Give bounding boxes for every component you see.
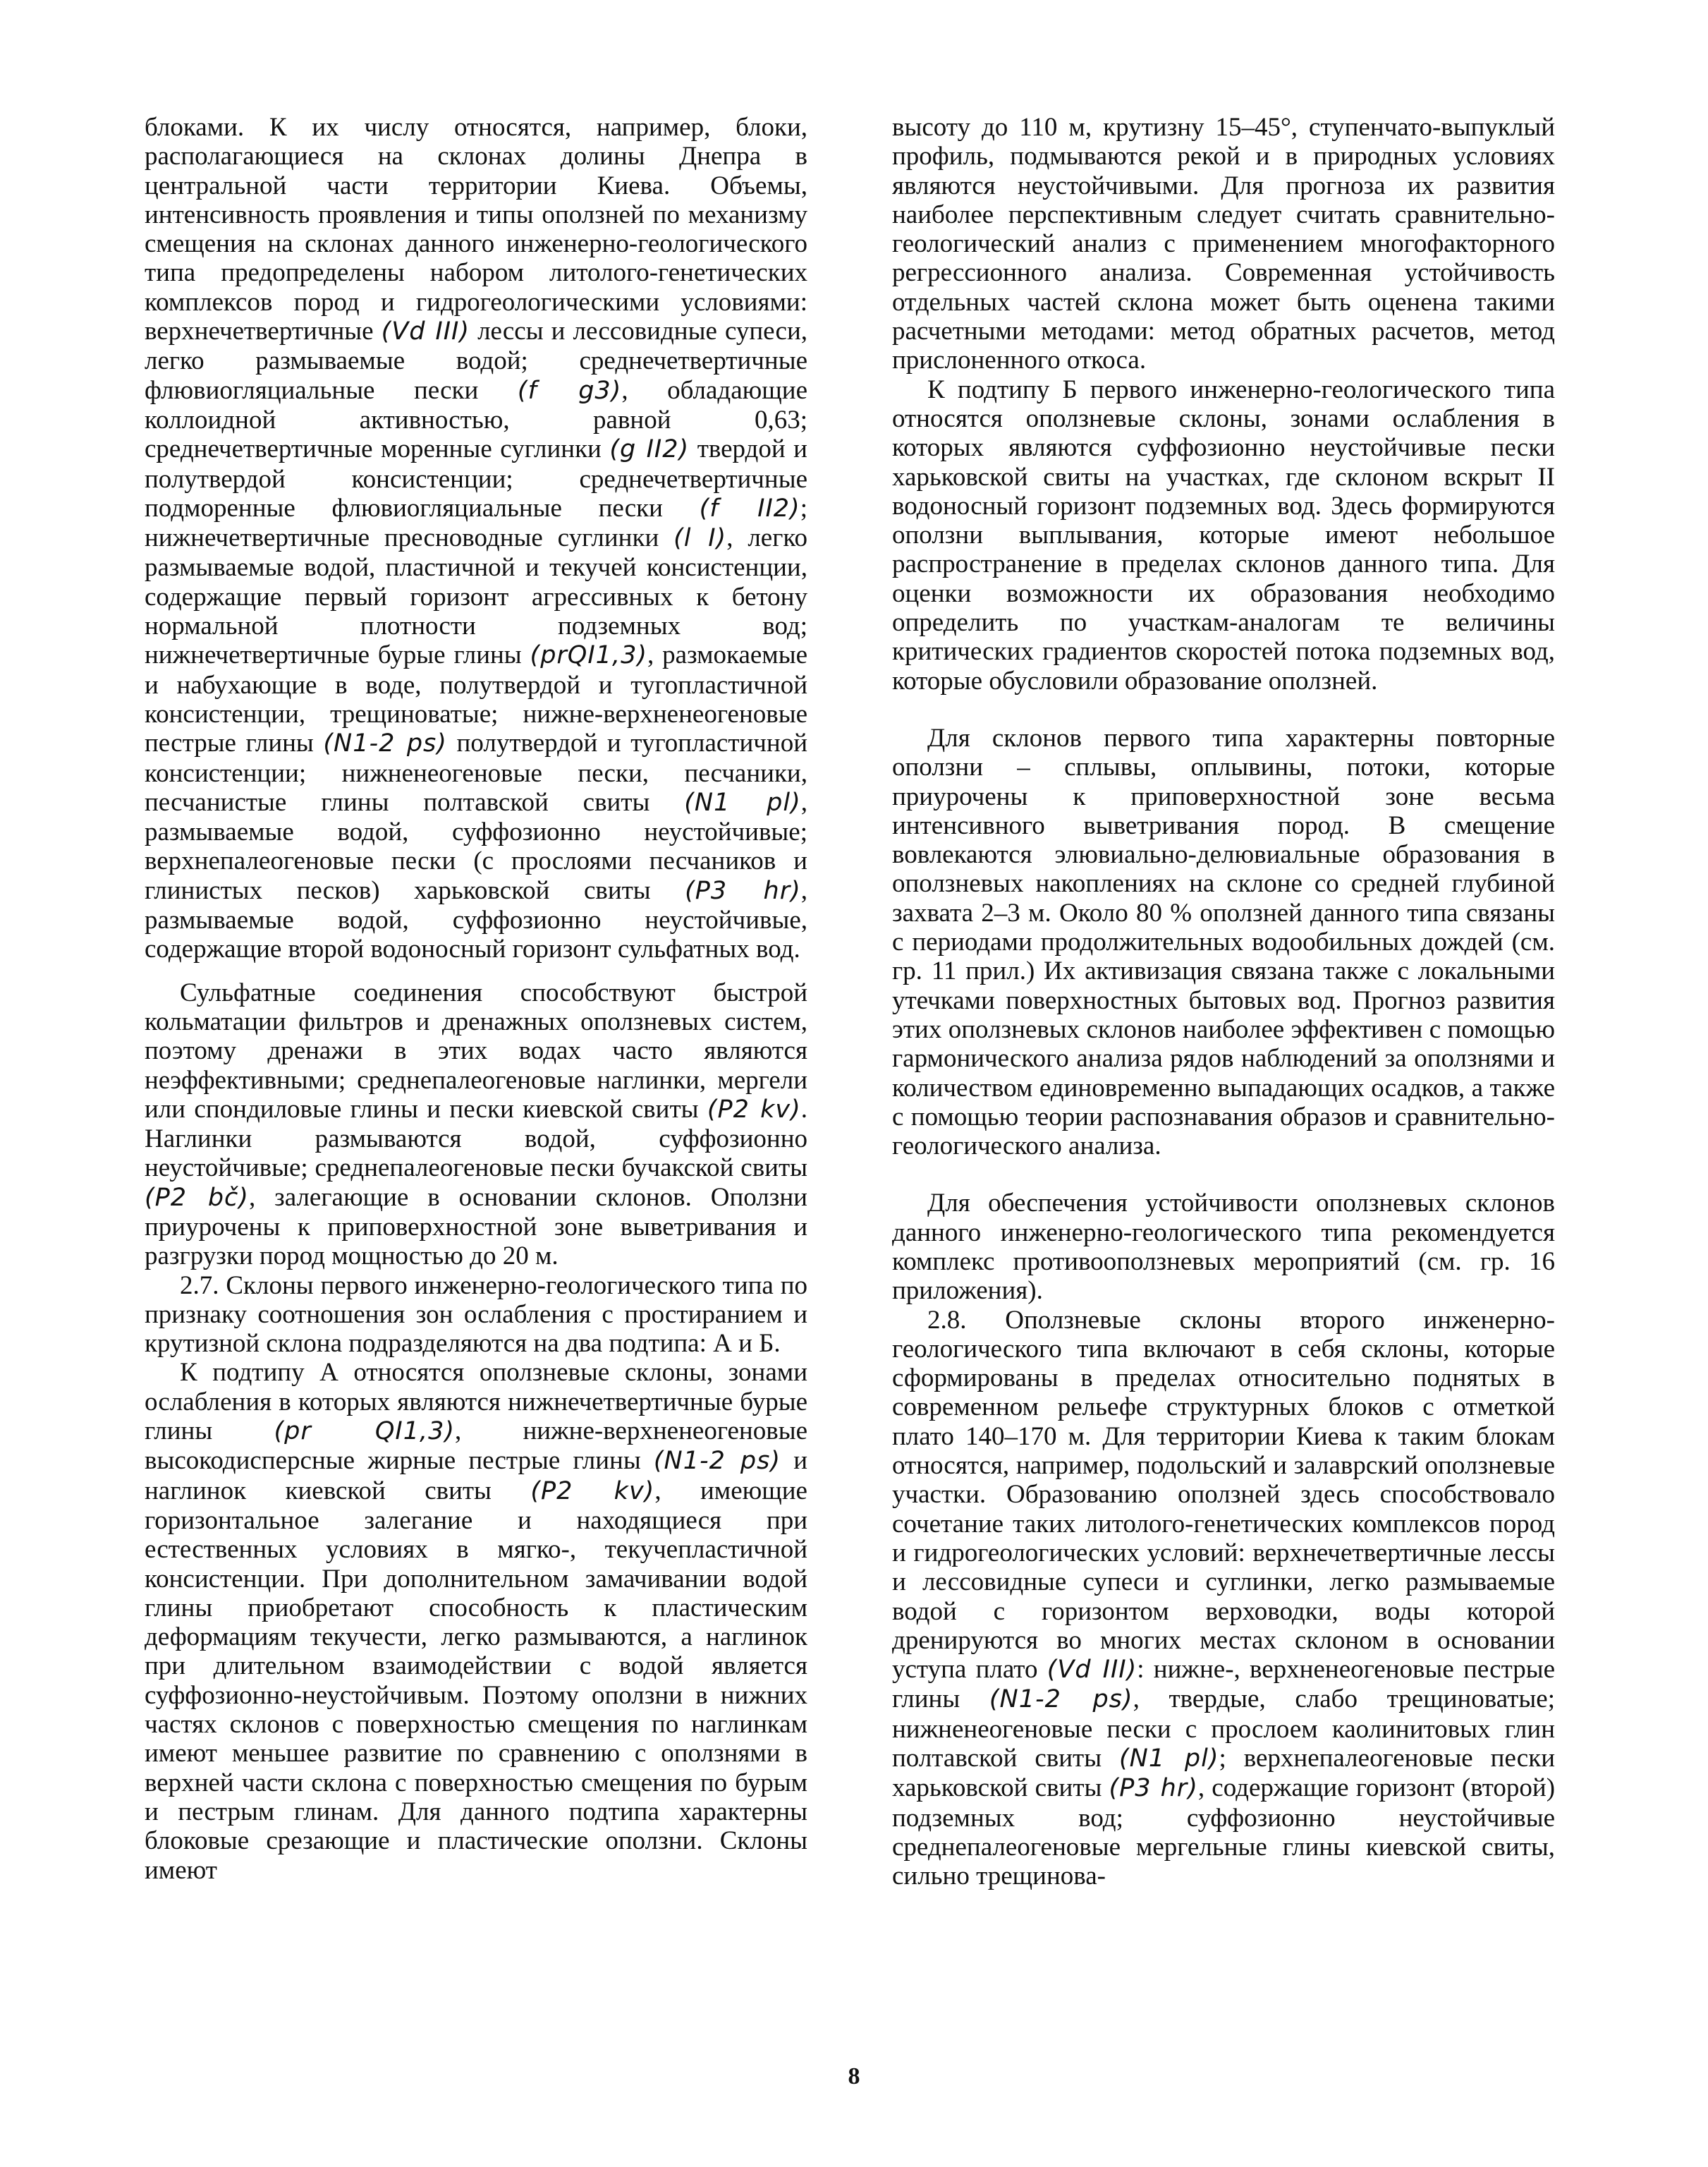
formula: (N1-2 ps): [653, 1447, 781, 1476]
formula: (N1 pl): [684, 788, 801, 817]
paragraph-type1-landslides: Для склонов первого типа характерны повторные оползни – сплывы, оплывины, потоки, которые приурочены к приповерхностной зоне весьма интенсивного выветривания пород. В смещение вовлекаются элювиально-делювиальные образования в оползневых накоплениях на склоне со средней глубиной захвата 2–3 м. Около 80 % оползней данного типа связаны с периодами продолжительных водообильных дождей (см. гр. 11 прил.) Их активизация связана также с локальными утечками поверхностных бытовых вод. Прогноз развития этих оползневых склонов наиболее эффективен с помощью гармонического анализа рядов наблюдений за оползнями и количеством единовременно выпадающих осадков, а также с помощью теории распознавания образов и сравнительно-геологического анализа.: [892, 723, 1555, 1161]
formula: (P2 kv): [707, 1095, 801, 1124]
formula: (pr QI1,3): [274, 1417, 456, 1446]
formula: (P3 hr): [1109, 1774, 1198, 1803]
formula: (N1 pl): [1119, 1744, 1219, 1773]
left-column: [145, 113, 807, 1885]
page-number: 8: [848, 2063, 860, 2089]
formula: (g II2): [609, 435, 690, 464]
formula: (P2 bč): [145, 1183, 249, 1212]
paragraph-stability-measures: Для обеспечения устойчивости оползневых склонов данного инженерно-геологического типа рекомендуется комплекс противооползневых мероприятий (см. гр. 16 приложения).: [892, 1189, 1555, 1306]
section-2-8: 2.8. Оползневые склоны второго инженерно-геологического типа включают в себя склоны, которые сформированы в пределах относительно поднятых в современном рельефе структурных блоков с отметкой плато 140–170 м. Для территории Киева к таким блокам относятся, например, подольский и залаврский оползневые участки. Образованию оползней здесь способствовало сочетание таких литолого-генетических комплексов пород и гидрогеологических условий: верхнечетвертичные лессы и лессовидные супеси и суглинки, легко размываемые водой с горизонтом верховодки, воды которой дренируются во многих местах склоном в основании уступа плато (Vd III): нижне-, верхненеогеновые пестрые глины (N1-2 ps), твердые, слабо трещиноватые; нижненеогеновые пески с прослоем каолинитовых глин полтавской свиты (N1 pl); верхнепалеогеновые пески харьковской свиты (P3 hr), содержащие горизонт (второй) подземных вод; суффозионно неустойчивые среднепалеогеновые мергельные глины киевской свиты, сильно трещинова-: [892, 1305, 1556, 1891]
formula: (f g3): [517, 376, 622, 405]
formula: (P2 kv): [530, 1476, 655, 1505]
paragraph-subtype-b: К подтипу Б первого инженерно-геологического типа относятся оползневые склоны, зонами ослабления в которых являются суффозионно неустойчивые пески харьковской свиты на участках, где склоном вскрыт II водоносный горизонт подземных вод. Здесь формируются оползни выплывания, которые имеют небольшое распространение в пределах склонов данного типа. Для оценки возможности их образования необходимо определить по участкам-аналогам те величины критических градиентов скоростей потока подземных вод, которые обусловили образование оползней.: [892, 375, 1555, 696]
paragraph-2: Сульфатные соединения способствуют быстрой кольматации фильтров и дренажных оползневых систем, поэтому дренажи в этих водах часто являются неэффективными; среднепалеогеновые наглинки, мергели или спондиловые глины и пески киевской свиты (P2 kv). Наглинки размываются водой, суффозионно неустойчивые; среднепалеогеновые пески бучакской свиты (P2 bč), залегающие в основании склонов. Оползни приурочены к приповерхностной зоне выветривания и разгрузки пород мощностью до 20 м.: [145, 978, 807, 1271]
formula: (Vd III): [381, 317, 470, 346]
paragraph-1: блоками. К их числу относятся, например, блоки, располагающиеся на склонах долины Днепра в центральной части территории Киева. Объемы, интенсивность проявления и типы оползней по механизму смещения на склонах данного инженерно-геологического типа предопределены набором литолого-генетических комплексов пород и гидрогеологическими условиями: верхнечетвертичные (Vd III) лессы и лессовидные супеси, легко размываемые водой; среднечетвертичные флювиогляциальные пески (f g3), обладающие коллоидной активностью, равной 0,63; среднечетвертичные моренные суглинки (g II2) твердой и полутвердой консистенции; среднечетвертичные подморенные флювиогляциальные пески (f II2); нижнечетвертичные пресноводные суглинки (l I), легко размываемые водой, пластичной и текучей консистенции, содержащие первый горизонт агрессивных к бетону нормальной плотности подземных вод; нижнечетвертичные бурые глины (prQI1,3), размокаемые и набухающие в воде, полутвердой и тугопластичной консистенции, трещиноватые; нижне-верхненеогеновые пестрые глины (N1-2 ps) полутвердой и тугопластичной консистенции; нижненеогеновые пески, песчаники, песчанистые глины полтавской свиты (N1 pl), размываемые водой, суффозионно неустойчивые; верхнепалеогеновые пески (с прослоями песчаников и глинистых песков) харьковской свиты (P3 hr), размываемые водой, суффозионно неустойчивые, содержащие второй водоносный горизонт сульфатных вод.: [145, 113, 808, 964]
formula: (P3 hr): [685, 876, 801, 905]
formula: (N1-2 ps): [323, 729, 447, 758]
paragraph-subtype-a: К подтипу А относятся оползневые склоны, зонами ослабления в которых являются нижнечетвертичные бурые глины (pr QI1,3), нижне-верхненеогеновые высокодисперсные жирные пестрые глины (N1-2 ps) и наглинок киевской свиты (P2 kv), имеющие горизонтальное залегание и находящиеся при естественных условиях в мягко-, текучепластичной консистенции. При дополнительном замачивании водой глины приобретают способность к пластическим деформациям текучести, легко размываются, а наглинок при длительном взаимодействии с водой является суффозионно-неустойчивым. Поэтому оползни в нижних частях склонов с поверхностью смещения по наглинкам имеют меньшее развитие по сравнению с оползнями в верхней части склона с поверхностью смещения по бурым и пестрым глинам. Для данного подтипа характерны блоковые срезающие и пластические оползни. Склоны имеют: [145, 1358, 807, 1885]
right-column: [892, 113, 1555, 1891]
formula: (N1-2 ps): [989, 1685, 1133, 1714]
formula: (prQI1,3): [530, 641, 647, 670]
section-2-7: 2.7. Склоны первого инженерно-геологического типа по признаку соотношения зон ослабления с простиранием и крутизной склона подразделяются на два подтипа: А и Б.: [145, 1270, 807, 1359]
paragraph-continued: высоту до 110 м, крутизну 15–45°, ступенчато-выпуклый профиль, подмываются рекой и в природных условиях являются неустойчивыми. Для прогноза их развития наиболее перспективным следует считать сравнительно-геологический анализ с применением многофакторного регрессионного анализа. Современная устойчивость отдельных частей склона может быть оценена такими расчетными методами: метод обратных расчетов, метод прислоненного откоса.: [892, 113, 1555, 375]
formula: (l I): [673, 524, 727, 553]
formula: (Vd III): [1047, 1656, 1137, 1685]
formula: (f II2): [699, 494, 800, 523]
